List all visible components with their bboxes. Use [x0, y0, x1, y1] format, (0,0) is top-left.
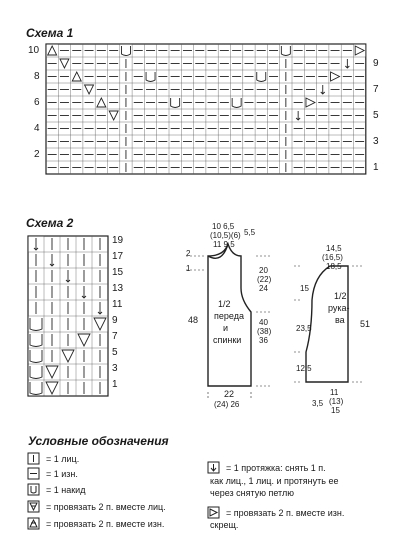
scheme1-row-label-7: 7 — [373, 84, 379, 95]
sleeve-label-line2: рука- — [328, 303, 350, 313]
sleeve-bottom: 11 — [330, 388, 339, 397]
scheme1-row-label-9: 9 — [373, 58, 379, 69]
sleeve-total: 51 — [360, 319, 371, 329]
sleeve-label-line3: ва — [335, 315, 345, 325]
legend-p2tog-label: = провязать 2 п. вместе изн. — [46, 519, 165, 529]
sleeve-label-line1: 1/2 — [334, 291, 347, 301]
front-label-line2: переда — [214, 311, 244, 321]
scheme2-row-label-7: 7 — [112, 331, 118, 342]
scheme2-row-label-13: 13 — [112, 283, 124, 294]
legend-purl-label: = 1 изн. — [46, 469, 78, 479]
front-label-line1: 1/2 — [218, 299, 231, 309]
front-body-len-sizes: (38) — [257, 327, 272, 336]
front-left-a: 2 — [186, 249, 191, 258]
front-armhole: 20 — [259, 266, 268, 275]
front-height-total: 48 — [188, 315, 199, 325]
sleeve-mid: 23,5 — [296, 324, 312, 333]
front-armhole-sub: 24 — [259, 284, 268, 293]
front-armhole-sizes: (22) — [257, 275, 272, 284]
scheme2-row-label-1: 1 — [112, 379, 118, 390]
scheme2-row-label-3: 3 — [112, 363, 118, 374]
front-bottom-width: 22 — [224, 389, 235, 399]
sleeve-top-sizes: (16,5) — [322, 253, 343, 262]
front-neck-side: 5,5 — [244, 228, 256, 237]
legend-title: Условные обозначения — [28, 434, 169, 448]
scheme2-title: Схема 2 — [26, 216, 74, 230]
front-top-widths: 10 6,5 — [212, 222, 235, 231]
scheme2-row-label-17: 17 — [112, 251, 124, 262]
sleeve-top-sub: 18,5 — [326, 262, 342, 271]
legend-p2tog-tbl-label-line1: = провязать 2 п. вместе изн. — [226, 508, 345, 518]
sleeve-bottom-sub: 15 — [331, 406, 340, 415]
front-bottom-width-sizes: (24) 26 — [214, 400, 240, 409]
legend-ssk-label-line1: = 1 протяжка: снять 1 п. — [226, 463, 326, 473]
front-body-len: 40 — [259, 318, 268, 327]
front-top-widths-sizes: (10,5)(6) — [210, 231, 241, 240]
legend-k2tog-label: = провязать 2 п. вместе лиц. — [46, 502, 166, 512]
front-label-line4: спинки — [213, 335, 242, 345]
sleeve-low: 12,5 — [296, 364, 312, 373]
scheme1-row-label-10: 10 — [28, 45, 40, 56]
sleeve-cuff: 3,5 — [312, 399, 324, 408]
scheme2-row-label-15: 15 — [112, 267, 124, 278]
scheme2-row-label-11: 11 — [112, 299, 123, 310]
scheme1-row-label-1: 1 — [373, 162, 379, 173]
sleeve-top: 14,5 — [326, 244, 342, 253]
front-top-widths-sub: 11 9,5 — [213, 240, 235, 249]
scheme1-row-label-2: 2 — [34, 149, 40, 160]
scheme1-row-label-3: 3 — [373, 136, 379, 147]
scheme2-row-label-5: 5 — [112, 347, 118, 358]
legend-knit-label: = 1 лиц. — [46, 454, 80, 464]
sleeve-cap: 15 — [300, 284, 309, 293]
front-label-line3: и — [223, 323, 229, 333]
scheme1-row-label-4: 4 — [34, 123, 40, 134]
legend-ssk-label-line2: как лиц., 1 лиц. и протянуть ее — [210, 476, 339, 486]
scheme1-title: Схема 1 — [26, 26, 74, 40]
front-left-b: 1 — [186, 264, 191, 273]
scheme1-row-label-8: 8 — [34, 71, 40, 82]
legend-ssk-label-line3: через снятую петлю — [210, 488, 294, 498]
scheme2-row-label-9: 9 — [112, 315, 118, 326]
sleeve-bottom-sizes: (13) — [329, 397, 344, 406]
scheme1-row-label-6: 6 — [34, 97, 40, 108]
front-body-len-sub: 36 — [259, 336, 268, 345]
legend-yarnover-label: = 1 накид — [46, 485, 86, 495]
legend-p2tog-tbl-label-line2: скрещ. — [210, 520, 239, 530]
scheme1-row-label-5: 5 — [373, 110, 379, 121]
scheme2-row-label-19: 19 — [112, 235, 124, 246]
